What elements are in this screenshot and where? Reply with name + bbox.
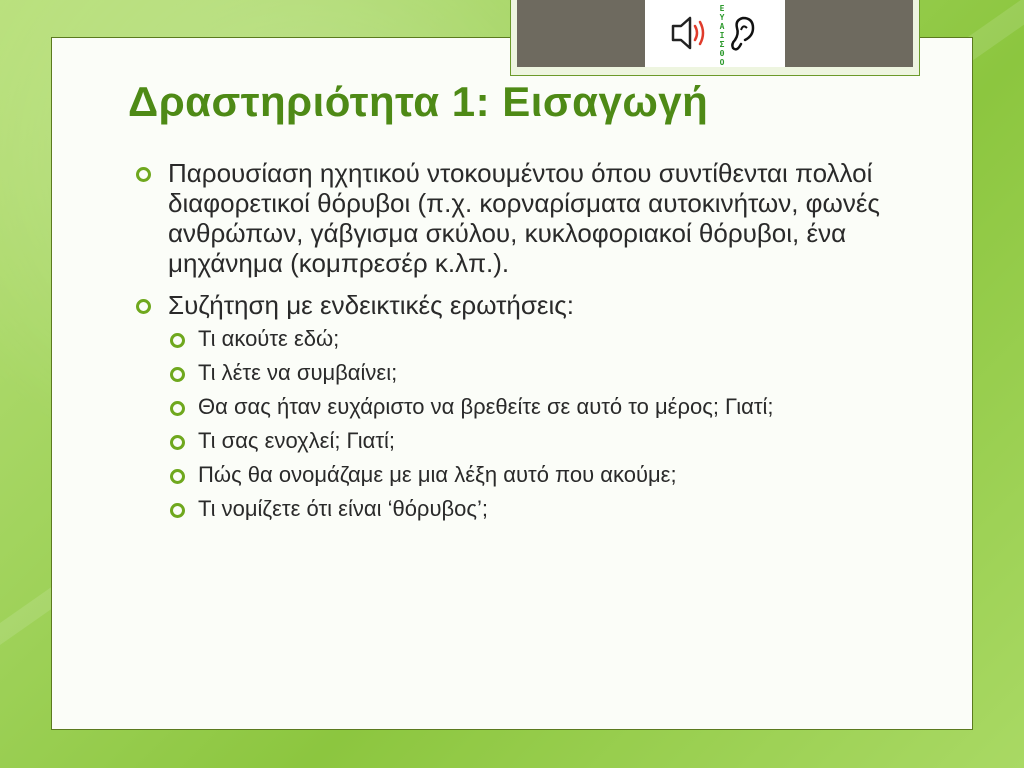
logo-letter: Α (719, 22, 725, 31)
logo-graphic (645, 0, 785, 68)
logo-letter: Ο (719, 58, 725, 67)
sub-bullet-text: Τι ακούτε εδώ; (198, 326, 340, 351)
slide-title: Δραστηριότητα 1: Εισαγωγή (128, 78, 709, 125)
sub-bullet-text: Τι λέτε να συμβαίνει; (198, 360, 398, 385)
logo-banner (510, 0, 920, 76)
ear-icon (732, 18, 753, 49)
sub-bullet-item (168, 462, 912, 488)
logo-right-panel (785, 0, 913, 67)
bullet-icon (170, 469, 185, 484)
bullet-item (132, 158, 912, 278)
sub-bullet-item (168, 360, 912, 386)
bullet-icon (136, 299, 151, 314)
bullet-text: Συζήτηση με ενδεικτικές ερωτήσεις: (168, 290, 575, 320)
bullet-icon (170, 401, 185, 416)
bullet-icon (170, 333, 185, 348)
logo-letter: Σ (719, 40, 725, 49)
bullet-text: Παρουσίαση ηχητικού ντοκουμέντου όπου συντίθενται πολλοί διαφορετικοί θόρυβοι (π.χ. κορναρίσματα αυτοκινήτων, φωνές ανθρώπων, γάβγισμα σκύλου, κυκλοφοριακοί θόρυβοι, ένα μηχάνημα (κομπρεσέρ κ.λπ.). (168, 158, 880, 278)
sub-bullet-item (168, 326, 912, 352)
sub-bullet-text: Πώς θα ονομάζαμε με μια λέξη αυτό που ακούμε; (198, 462, 677, 487)
speaker-icon (673, 18, 703, 48)
sub-bullet-item (168, 428, 912, 454)
logo-center (645, 0, 785, 67)
bullet-item (132, 290, 912, 522)
logo-letter: Ε (719, 4, 725, 13)
sub-bullet-text: Τι νομίζετε ότι είναι ‘θόρυβος’; (198, 496, 488, 521)
bullet-icon (136, 167, 151, 182)
bullet-icon (170, 435, 185, 450)
sub-bullet-list (168, 326, 912, 522)
logo-letter: Υ (719, 13, 725, 22)
bullet-icon (170, 367, 185, 382)
sub-bullet-item (168, 394, 912, 420)
bullet-icon (170, 503, 185, 518)
sub-bullet-text: Θα σας ήταν ευχάριστο να βρεθείτε σε αυτό το μέρος; Γιατί; (198, 394, 774, 419)
bullet-list (132, 158, 912, 534)
sub-bullet-text: Τι σας ενοχλεί; Γιατί; (198, 428, 396, 453)
sub-bullet-item (168, 496, 912, 522)
logo-vertical-text (716, 4, 728, 67)
logo-letter: Ι (719, 31, 725, 40)
logo-left-panel (517, 0, 645, 67)
logo-letter: Θ (719, 49, 725, 58)
